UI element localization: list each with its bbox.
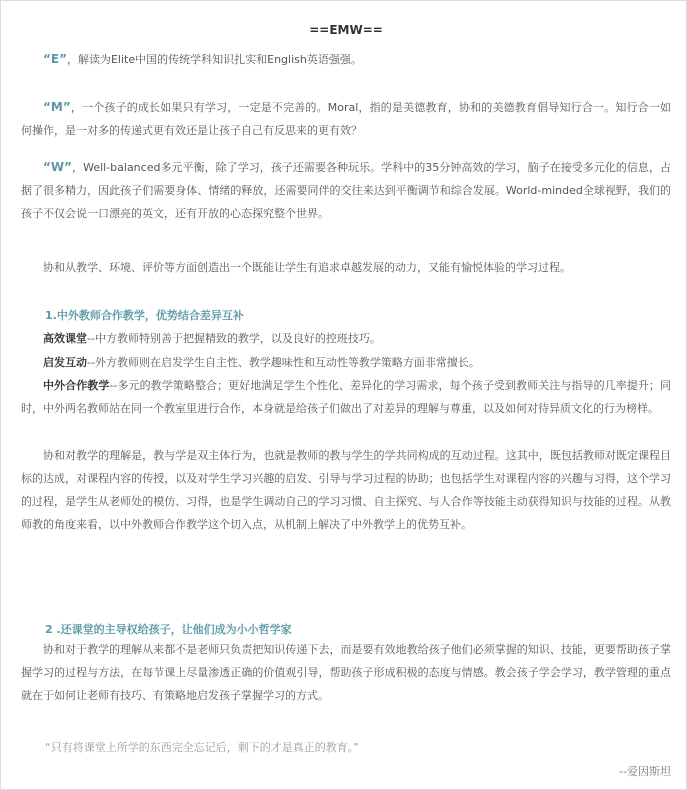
intro-m: [21, 96, 671, 142]
m-text: ，一个孩子的成长如果只有学习，一定是不完善的。Moral，指的是美德教育，协和的美德教育倡导知行合一。知行合一如何操作，是一对多的传递式更有效还是让孩子自己有反思来的更有效？: [21, 101, 671, 137]
page-title: ==EMW==: [309, 23, 383, 37]
section2-paragraph: 协和对于教学的理解从来都不是老师只负责把知识传递下去，而是要有效地教给孩子他们必须掌握的知识、技能，更要帮助孩子掌握学习的过程与方法，在每节课上尽量渗透正确的价值观引导，帮助孩子形成积极的态度与情感。教会孩子学会学习，教学管理的重点就在于如何让老师有技巧、有策略地启发孩子掌握学习的方式。: [21, 643, 671, 702]
e-text: ，解读为Elite中国的传统学科知识扎实和English英语强强。: [66, 53, 362, 66]
w-label: “W”: [43, 160, 73, 174]
intro-e: [21, 48, 671, 71]
m-label: “M”: [43, 100, 71, 114]
item-label: 高效课堂: [43, 332, 87, 345]
item-label: 中外合作教学: [43, 379, 110, 392]
section1-item-1: [21, 327, 671, 350]
quote-text: “只有将课堂上所学的东西完全忘记后，剩下的才是真正的教育。”: [45, 741, 359, 754]
e-label: “E”: [43, 52, 67, 66]
summary: 协和从教学、环境、评价等方面创造出一个既能让学生有追求卓越发展的动力，又能有愉悦体验的学习过程。: [43, 261, 571, 274]
item-text: --外方教师则在启发学生自主性、教学趣味性和互动性等教学策略方面非常擅长。: [87, 356, 480, 369]
quote-author: --爱因斯坦: [619, 765, 671, 778]
section1-item-2: [21, 351, 671, 374]
w-text: ，Well-balanced多元平衡，除了学习，孩子还需要各种玩乐。学科中的35分钟高效的学习，脑子在接受多元化的信息，占据了很多精力，因此孩子们需要身体、情绪的释放，还需要同伴的交往来达到平衡调节和综合发展。World-minded全球视野，我们的孩子不仅会说一口漂亮的英文，还有开放的心态探究整个世界。: [21, 161, 671, 220]
section2-heading: 2 .还课堂的主导权给孩子，让他们成为小小哲学家: [45, 623, 292, 636]
section1-heading: 1.中外教师合作教学，优势结合差异互补: [45, 309, 244, 322]
item-text: --多元的教学策略整合；更好地满足学生个性化、差异化的学习需求，每个孩子受到教师关注与指导的几率提升；同时，中外两名教师站在同一个教室里进行合作，本身就是给孩子们做出了对差异的理解与尊重，以及如何对待异质文化的行为榜样。: [21, 379, 671, 415]
item-label: 启发互动: [43, 356, 87, 369]
item-text: --中方教师特别善于把握精致的教学，以及良好的控班技巧。: [87, 332, 381, 345]
section1-item-3: [21, 374, 671, 420]
section1-paragraph: 协和对教学的理解是，教与学是双主体行为，也就是教师的教与学生的学共同构成的互动过程。这其中，既包括教师对既定课程目标的达成，对课程内容的传授，以及对学生学习兴趣的启发、引导与学习过程的协助；也包括学生对课程内容的兴趣与习得，这个学习的过程，是学生从老师处的模仿、习得，也是学生调动自己的学习习惯、自主探究、与人合作等技能主动获得知识与技能的过程。从教师教的角度来看，以中外教师合作教学这个切入点，从机制上解决了中外教学上的优势互补。: [21, 449, 671, 531]
intro-w: [21, 156, 671, 225]
